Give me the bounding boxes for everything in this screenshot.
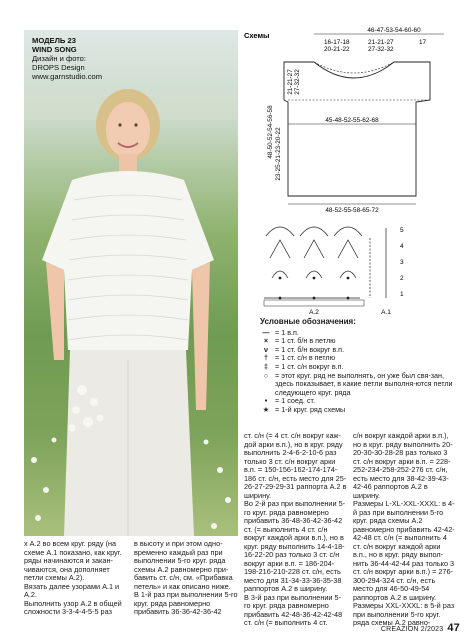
text-column: с/н вокруг каждой арки в.п.), но в круг. ряду выполнить 20-20-30-30-28-28 раз только 3 ст. с/н вокруг арки в.п. = 228-252-234-258-252-276 ст. с/н, есть место для 38-42-39-43-42-46 раппортов А.2 в ширину. Размеры L-XL-XXL-XXXL: в 4-й раз при выполнении 5-го круг. ряда схемы А.2 равномерно прибавить 42-42-42-48 ст. с/н (= выполнить 4 ст. с/н вокруг каждой арки в.п., но в круг. ряду выпол-нить 36-44-42-44 раз только 3 ст. с/н вокруг арки в.п.) = 276-300-294-324 ст. с/н, есть место для 46-50-49-54 раппортов А.2 в ширину. Размеры XXL-XXXL: в 5-й раз при выполнении 5-го круг. ряда схемы А.2 равно- — [353, 431, 455, 627]
legend-title: Условные обозначения: — [260, 317, 356, 326]
legend-text: = 1 ст. с/н в петлю — [275, 353, 336, 363]
schemes-title: Схемы — [244, 31, 270, 40]
instructions-right — [244, 432, 456, 628]
model-photo — [24, 30, 238, 536]
chart-label-a2: A.2 — [309, 309, 319, 316]
legend-item — [260, 406, 460, 415]
top-width-label: 46-47-53-54-60-60 — [367, 27, 421, 34]
lower-height-label: 23-25-21-23-20-22 — [275, 127, 282, 181]
photo-caption — [32, 36, 102, 81]
text-column: в высоту и при этом одно-временно каждый раз при выполнении 5-го круг. ряда схемы А.2 равномерно при-бавить ст. с/н, см. «Прибавка петель» и как описано ниже. В 1-й раз при выполнении 5-го круг. ряда равномерно прибавить 36-36-42-36-42 — [134, 539, 238, 616]
chart-row-4: 4 — [400, 243, 404, 250]
text-column: ст. с/н (= 4 ст. с/н вокруг каж-дой арки в.п.), но в круг. ряду выполнить 2-4-6-2-10-6 раз только 3 ст. с/н вокруг арки в.п. = 150-156-162-174-174-186 ст. с/н, есть место для 25-26-27-29-29-31 раппорта А.2 в ширину. Во 2-й раз при выполнении 5-го круг. ряда равномерно прибавить 36-48-36-42-36-42 ст. (= выполнить 4 ст. с/н вокруг каждой арки в.п.), но в круг. ряду выполнить 14-4-18-16-22-20 раз только 3 ст. с/н вокруг арки в.п. = 186-204-198-216-210-228 ст. с/н, есть место для 31-34-33-36-35-38 раппортов А.2 в ширину. В 3-й раз при выполнении 5-го круг. ряда равномерно прибавить 42-48-36-42-42-48 ст. с/н (= выполнить 4 ст. — [244, 431, 347, 627]
right-shoulder-label: 21-21-27 27-32-32 — [368, 39, 394, 53]
design-label: Дизайн и фото: — [32, 54, 87, 63]
legend-symbol: ν — [264, 344, 268, 354]
model-figure — [24, 30, 238, 536]
legend-symbol: — — [262, 327, 270, 337]
legend-text: = 1 ст. б/н вокруг в.п. — [275, 344, 345, 354]
legend-text: = 1 ст. с/н вокруг в.п. — [275, 361, 344, 371]
chart-row-3: 3 — [400, 259, 404, 266]
legend-symbol: × — [263, 336, 269, 346]
chart-row-5: 5 — [400, 227, 404, 234]
legend-text: = 1 ст. б/н в петлю — [275, 336, 336, 346]
magazine-name: CREAZION 2/2023 — [380, 626, 444, 633]
legend-symbol: ‡ — [264, 361, 268, 371]
right-val-label: 17 — [419, 39, 427, 46]
garment-schematic — [244, 24, 456, 214]
legend-text: = 1 соед. ст. — [275, 396, 315, 406]
text-column: х А.2 во всем круг. ряду (на схеме А.1 показано, как круг. ряды начинаются и закан-чиваются, она дополняет петли схемы А.2). Вязать далее узорами А.1 и А.2. Выполнить узор А.2 в общей сложности 3-3-4-4-5-5 раз — [24, 539, 122, 616]
body-width-label: 45-48-52-55-62-68 — [325, 117, 379, 124]
legend-symbol: † — [264, 353, 268, 363]
crochet-chart — [260, 218, 460, 318]
legend-text: = 1 в.п. — [275, 327, 299, 337]
design-by: DROPS Design — [32, 63, 85, 72]
legend — [260, 318, 460, 415]
model-number: МОДЕЛЬ 23 — [32, 36, 76, 45]
legend-symbol: ★ — [262, 404, 270, 414]
site-link[interactable]: www.garnstudio.com — [32, 72, 103, 81]
legend-item — [260, 372, 460, 398]
left-shoulder-label: 16-17-18 20-21-22 — [324, 39, 350, 53]
legend-text: = 1-й круг. ряд схемы — [275, 404, 346, 414]
hem-width-label: 48-52-55-58-65-72 — [325, 207, 379, 214]
side-a-label: 21-21-27 — [287, 69, 294, 95]
page-footer — [381, 622, 460, 634]
side-b-label: 27-32-32 — [294, 69, 301, 95]
chart-row-2: 2 — [400, 275, 404, 282]
instructions-left — [24, 540, 238, 617]
model-name: WIND SONG — [32, 45, 77, 54]
total-height-label: 48-50-52-54-56-58 — [267, 105, 274, 159]
chart-label-a1: A.1 — [381, 309, 391, 316]
chart-row-1: 1 — [400, 291, 404, 298]
legend-symbol: ○ — [263, 370, 269, 380]
legend-text: = этот круг. ряд не выполнять, он уже был свя-зан, здесь показывает, в какие петли выполня-ются петли следующего круг. ряда — [275, 370, 453, 397]
legend-symbol: • — [264, 396, 268, 406]
page-number: 47 — [447, 622, 460, 634]
